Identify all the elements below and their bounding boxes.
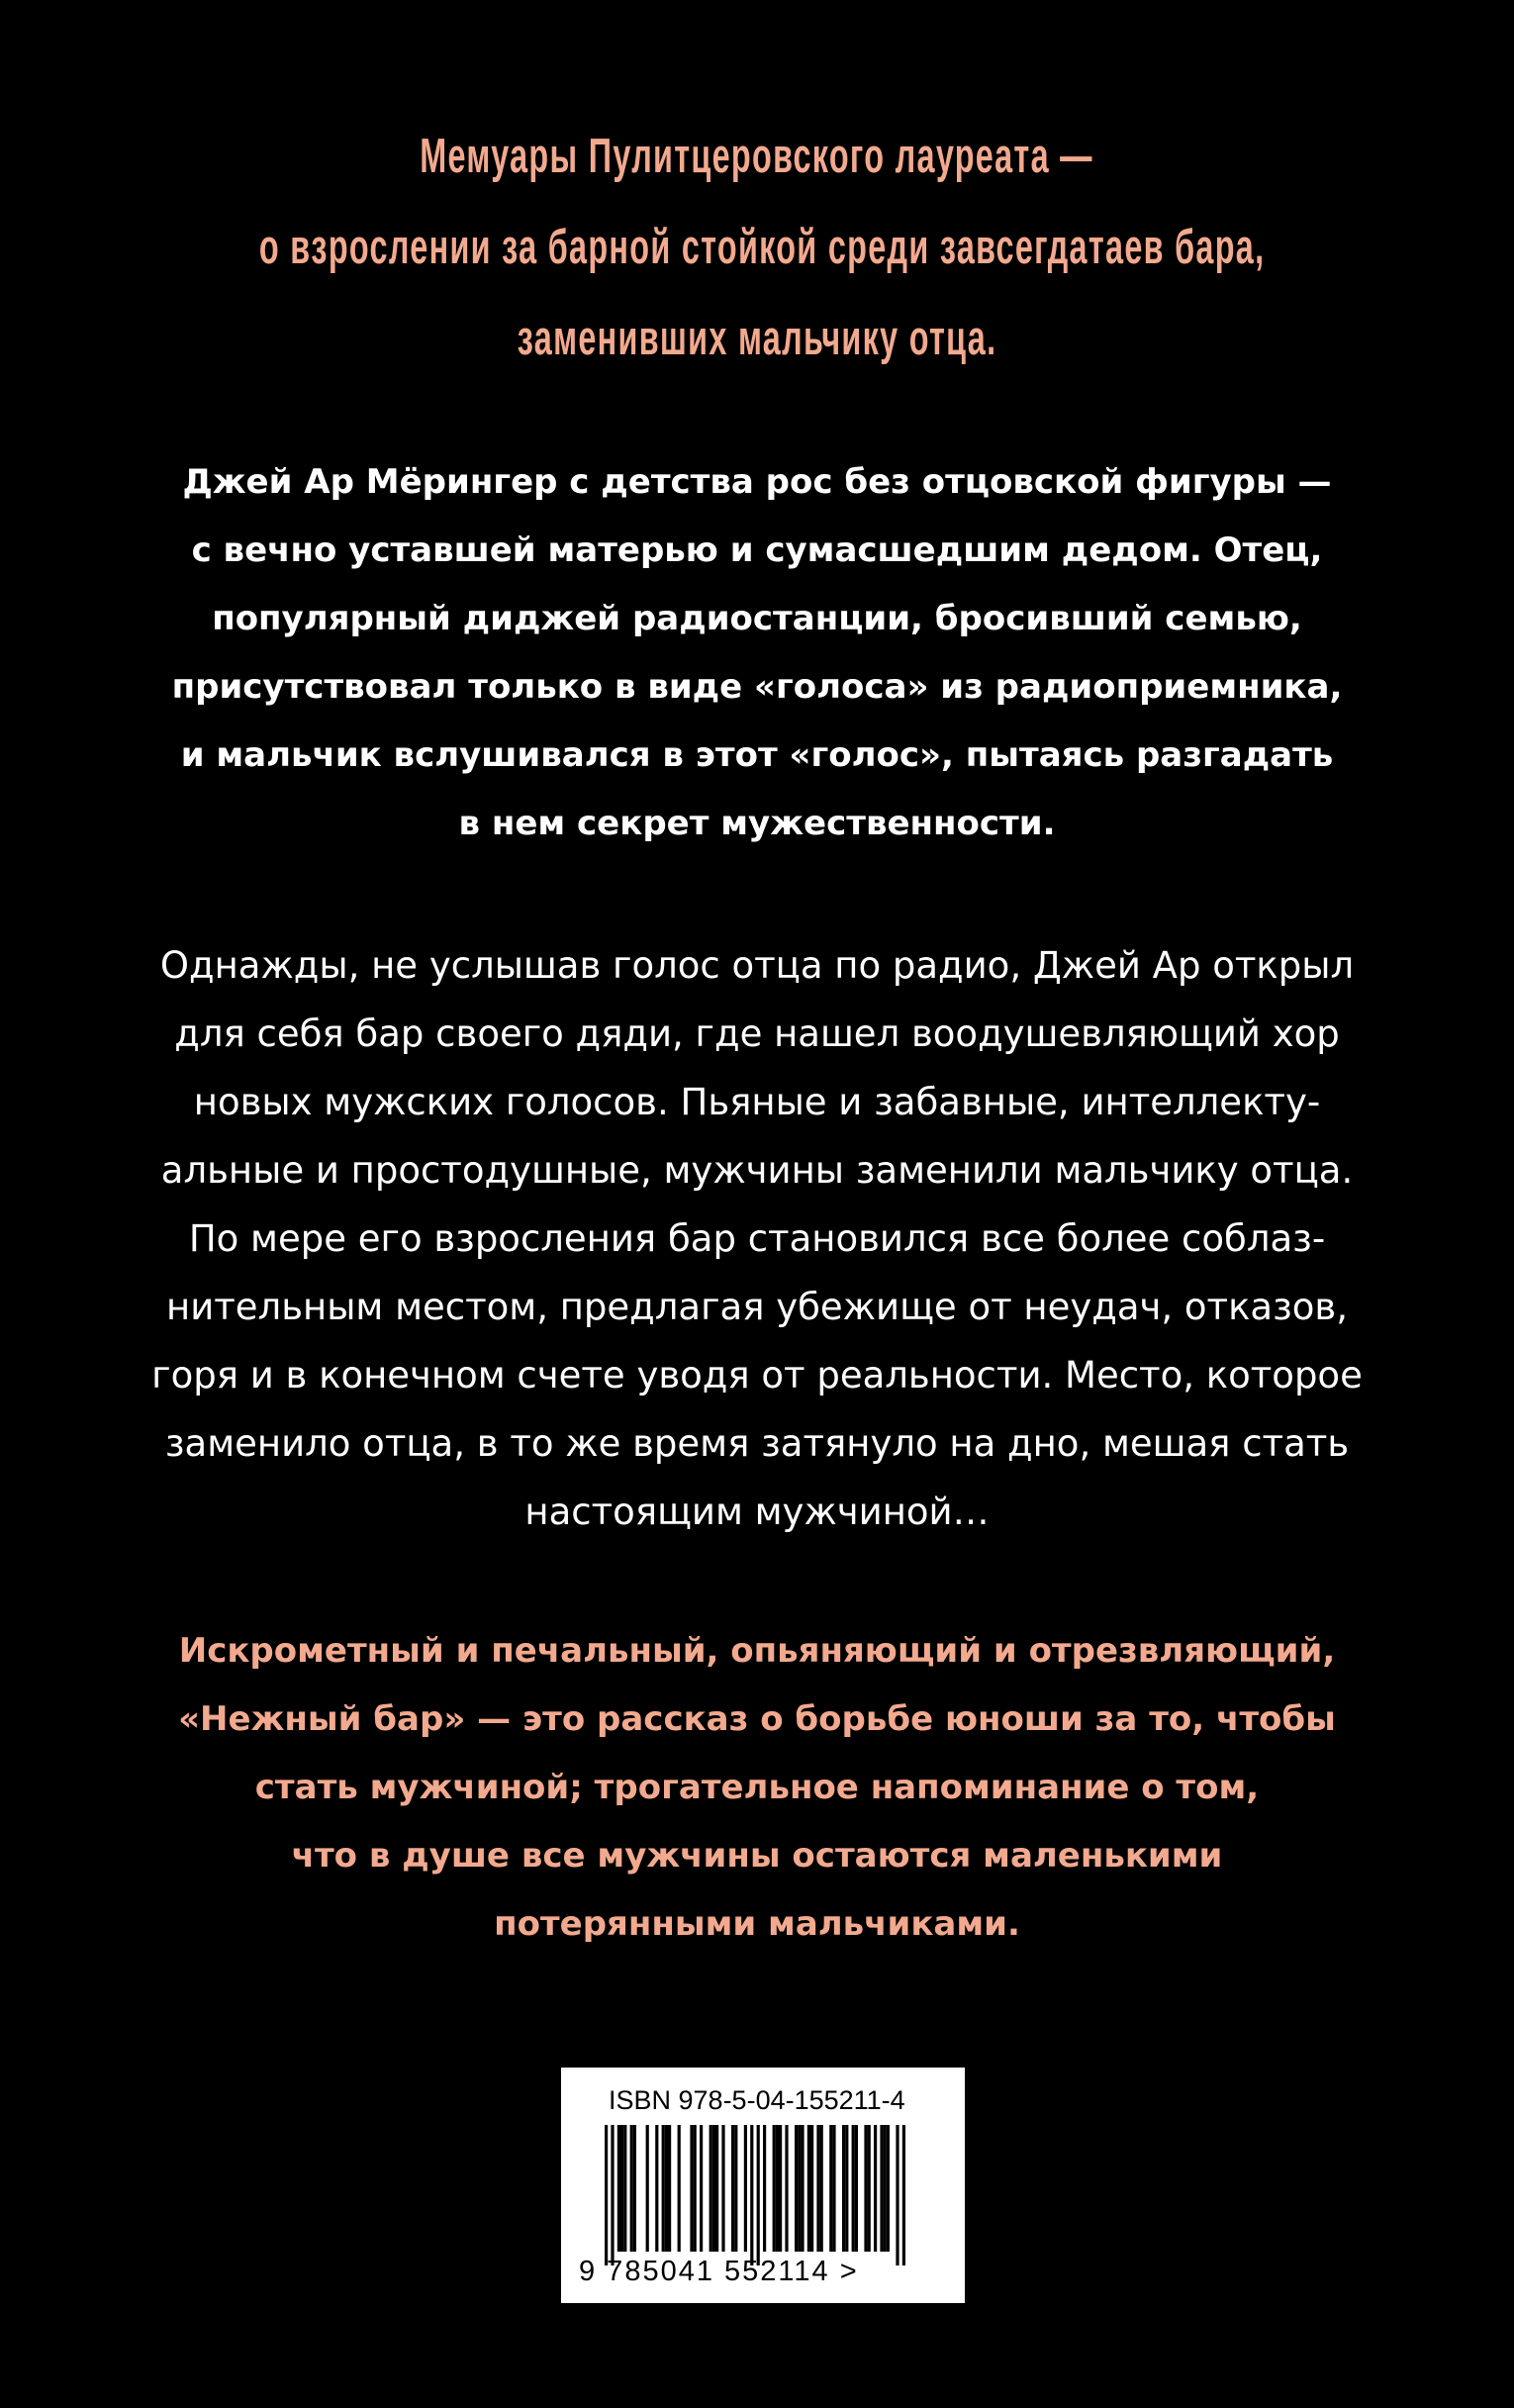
closing-line-5: потерянными мальчиками. [494,1904,1020,1944]
intro-line-1: Джей Ар Мёрингер с детства рос без отцовской фигуры — [182,462,1332,502]
intro-line-6: в нем секрет мужественности. [458,804,1056,843]
barcode-bar [807,2125,810,2252]
barcode-bar [795,2125,798,2252]
intro-line-4: присутствовал только в виде «голоса» из радиоприемника, [171,667,1343,707]
barcode-bar [810,2125,813,2252]
barcode-bar [779,2125,782,2252]
barcode-bar [694,2125,697,2252]
barcode-bar [855,2125,858,2252]
isbn-label: ISBN 978-5-04-155211-4 [609,2085,905,2115]
barcode-bar [690,2125,693,2252]
barcode-bar [845,2125,848,2252]
barcode-bar [630,2125,633,2252]
tagline-line-2: о взрослении за барной стойкой среди завсегдатаев бара, [258,221,1266,274]
barcode-bar [710,2125,712,2252]
story-line-9: настоящим мужчиной… [524,1491,990,1533]
isbn-barcode [561,2068,965,2303]
barcode-bar [646,2125,649,2252]
story-line-7: горя и в конечном счете уводя от реальности. Место, которое [151,1354,1363,1397]
barcode-bar [731,2125,734,2252]
barcode-bar [820,2125,823,2252]
barcode-bar [896,2125,899,2265]
barcode-bar [816,2125,819,2252]
barcode-bar [721,2125,724,2252]
story-line-6: нительным местом, предлагая убежище от неудач, отказов, [166,1286,1348,1328]
intro-line-2: с вечно уставшей матерью и сумасшедшим дедом. Отец, [191,530,1323,570]
barcode-bar [884,2125,887,2252]
barcode-bar [715,2125,718,2252]
barcode-bar [678,2125,681,2252]
barcode-bar [623,2125,626,2252]
story-line-3: новых мужских голосов. Пьяные и забавные, интеллекту- [193,1081,1321,1123]
barcode-bar [887,2125,890,2252]
closing-line-3: стать мужчиной; трогательное напоминание о том, [254,1768,1260,1807]
barcode-bar [880,2125,883,2252]
barcode-bar [773,2125,776,2252]
story-line-5: По мере его взросления бар становился все более соблаз- [188,1217,1326,1260]
intro-line-5: и мальчик вслушивался в этот «голос», пытаясь разгадать [180,735,1334,775]
barcode-bar [734,2125,737,2252]
barcode-bar [665,2125,668,2252]
barcode-bar [868,2125,871,2252]
barcode-bar [668,2125,671,2252]
story-line-2: для себя бар своего дяди, где нашел воодушевляющий хор [174,1012,1340,1055]
barcode-bar [842,2125,845,2252]
barcode-bar [798,2125,801,2252]
barcode-bar [662,2125,665,2252]
tagline-line-1: Мемуары Пулитцеровского лауреата — [420,130,1094,183]
barcode-bar [620,2125,623,2252]
barcode-bar [700,2125,703,2252]
closing-line-1: Искрометный и печальный, опьяняющий и отрезвляющий, [178,1631,1336,1671]
barcode-bar [617,2125,620,2252]
story-line-1: Однажды, не услышав голос отца по радио, Джей Ар открыл [159,944,1355,987]
barcode-bar [750,2125,753,2265]
barcode-bar [874,2125,877,2252]
barcode-digits: 9 785041 552114 > [579,2256,859,2287]
barcode-bar [829,2125,832,2252]
barcode-bar [633,2125,636,2252]
story-line-8: заменило отца, в то же время затянуло на дно, мешая стать [164,1422,1350,1465]
barcode-bar [611,2125,614,2265]
intro-line-3: популярный диджей радиостанции, бросивший семью, [212,599,1302,638]
barcode-bar [852,2125,855,2252]
barcode-bar [757,2125,760,2265]
barcode-bar [832,2125,835,2252]
barcode-bar [712,2125,715,2252]
barcode-bar [864,2125,867,2252]
tagline-line-3: заменивших мальчику отца. [517,312,997,365]
barcode-bar [902,2125,905,2265]
barcode-bar [785,2125,788,2252]
barcode-bar [801,2125,804,2252]
barcode-bar [763,2125,766,2252]
closing-line-2: «Нежный бар» — это рассказ о борьбе юноши за то, чтобы [178,1699,1336,1739]
barcode-bar [776,2125,779,2252]
closing-line-4: что в душе все мужчины остаются маленькими [291,1836,1223,1876]
barcode-bar [605,2125,608,2265]
barcode-bar [744,2125,747,2252]
barcode-bar [655,2125,658,2252]
story-line-4: альные и простодушные, мужчины заменили мальчику отца. [160,1149,1354,1192]
